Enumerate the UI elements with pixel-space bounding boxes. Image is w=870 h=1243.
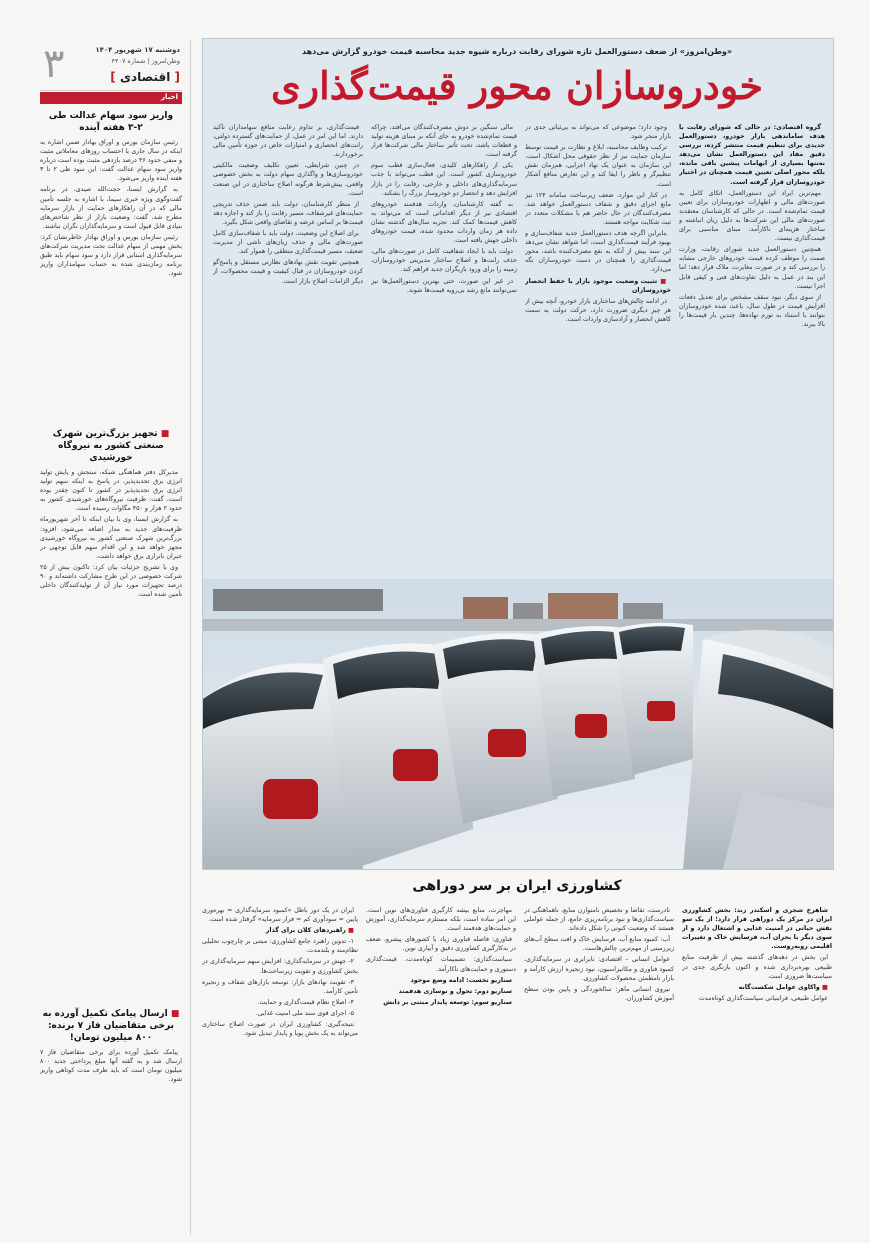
feature-paragraph: به گفته کارشناسان، واردات هدفمند خودروهای اقتصادی نیز از دیگر اقداماتی است که می‌تواند به کاهش قیمت‌ها کمک کند. تجربه سال‌های گذشته نشان داده هر زمان واردات محدود شده، قیمت خودروهای داخلی جهش یافته است. bbox=[371, 200, 517, 245]
sidebar-story-3 bbox=[40, 1008, 182, 1238]
story-2-paragraph: وی با تشریح جزئیات بیان کرد: تاکنون بیش از ۲۵ شرکت خصوصی در این طرح مشارکت داشته‌اند و ۹۰ درصد تجهیزات مورد نیاز آن از تولیدکنندگان داخلی تأمین شده است. bbox=[40, 563, 182, 599]
section-label: اقتصادی bbox=[119, 70, 171, 84]
feature-paragraph: وجود دارد؛ موضوعی که می‌تواند به بی‌ثباتی جدی در بازار منجر شود. bbox=[525, 124, 671, 141]
story-1-paragraph: رئیس سازمان بورس و اوراق بهادار خاطرنشان کرد: بخش مهمی از سهام عدالت تحت مدیریت شرکت‌های سرمایه‌گذاری استانی قرار دارد و سود سهام باید طبق برنامه زمان‌بندی شده به حساب سهامداران واریز شود. bbox=[40, 233, 182, 278]
agriculture-paragraph: آب: کمبود منابع آب، فرسایش خاک و افت سطح آب‌های زیرزمینی از مهم‌ترین چالش‌هاست. bbox=[524, 936, 674, 953]
masthead bbox=[40, 40, 182, 91]
agriculture-paragraph: عوامل طبیعی، فرابنیانی سیاست‌گذاری کوتاه‌مدت bbox=[698, 994, 828, 1002]
agriculture-subheading: سناریو دوم: تحول و نوسازی هدفمند bbox=[398, 987, 512, 995]
feature-paragraph: از سوی دیگر، نبود سقف مشخص برای تعدیل دفعات افزایش قیمت در طول سال، باعث شده خودروسازان بتوانند با استناد به تورم نهاده‌ها، چندین بار قیمت‌ها را بالا ببرند. bbox=[679, 293, 825, 328]
sidebar-story-2 bbox=[40, 428, 182, 988]
agriculture-paragraph: ۵- اجرای قوی سند ملی امنیت غذایی. bbox=[255, 1009, 354, 1017]
feature-paragraph: یکی از راهکارهای کلیدی، فعال‌سازی قطب سوم خودروسازی کشور است. این قطب می‌تواند با جذب سرمایه‌گذاری‌های داخلی و خارجی، رقابت را در بازار افزایش دهد و انحصار دو خودروساز بزرگ را بشکند. bbox=[371, 162, 517, 197]
agriculture-paragraph: نیروی انسانی ماهر: سالخوردگی و پایین بودن سطح آموزش کشاورزان. bbox=[524, 985, 674, 1002]
agriculture-subheading: سناریو سوم: توسعه پایدار مبتنی بر دانش bbox=[383, 998, 512, 1006]
agriculture-column-2 bbox=[524, 906, 674, 1236]
agriculture-column-3 bbox=[366, 906, 516, 1236]
feature-paragraph: در ادامه چالش‌های ساختاری بازار خودرو، آنچه بیش از هر چیز دیگری ضرورت دارد، حرکت دولت به سمت کاهش انحصار و آزادسازی واردات است. bbox=[525, 297, 671, 323]
story-1-body bbox=[40, 138, 182, 438]
agriculture-paragraph: این بخش در دهه‌های گذشته بیش از ظرفیت منابع طبیعی بهره‌برداری شده و اکنون بازنگری جدی در سیاست‌ها ضروری است. bbox=[682, 954, 832, 980]
story-3-title bbox=[40, 1008, 182, 1044]
bullet-icon: ■ bbox=[167, 1009, 180, 1019]
feature-article bbox=[202, 38, 834, 870]
agriculture-paragraph: ۲- جهش در سرمایه‌گذاری: افزایش سهم سرمایه‌گذاری در بخش کشاورزی و تقویت زیرساخت‌ها. bbox=[202, 958, 358, 975]
agriculture-paragraph: ۴- اصلاح نظام قیمت‌گذاری و حمایت. bbox=[257, 998, 354, 1006]
feature-lead: گروه اقتصادی: در حالی که شورای رقابت با هدف ساماندهی بازار خودرو، دستورالعمل جدیدی برای تنظیم قیمت منتشر کرده، بررسی دقیق مفاد این دستورالعمل نشان می‌دهد نه‌تنها بسیاری از ابهامات پیشین باقی مانده، بلکه محور اصلی تعیین قیمت همچنان در اختیار خودروسازان قرار گرفته است. bbox=[679, 124, 825, 186]
story-1-title: واریز سود سهام عدالت طی ۲-۳ هفته آینده bbox=[48, 111, 174, 133]
bullet-icon: ■ bbox=[345, 927, 354, 935]
feature-paragraph: بنابراین اگرچه هدف دستورالعمل جدید شفاف‌سازی و بهبود فرآیند قیمت‌گذاری است، اما شواهد نشان می‌دهد این سند بیش از آنکه به نفع مصرف‌کننده باشد، محور قیمت‌گذاری را همچنان در دست خودروسازان نگه می‌دارد. bbox=[525, 230, 671, 274]
feature-paragraph: قیمت‌گذاری، بر تداوم رعایت منافع سهامداران تأکید دارند. اما این امر در عمل، از حمایت‌های گسترده دولتی، رانت‌های انحصاری و امتیازات خاص در حوزه تأمین مالی برخوردارند. bbox=[213, 124, 363, 159]
section-bracket-right: [ bbox=[174, 70, 180, 84]
feature-paragraph bbox=[679, 123, 825, 187]
agriculture-paragraph: نتیجه‌گیری: کشاورزی ایران در صورت اصلاح ساختاری می‌تواند به یک بخش پویا و پایدار تبدیل شود. bbox=[202, 1021, 358, 1038]
bullet-icon: ■ bbox=[657, 277, 667, 285]
agriculture-lead: شاهرخ شجری و اسکندر زند: بخش کشاورزی ایران در مرکز یک دوراهی قرار دارد؛ از یک سو نقش حیاتی در امنیت غذایی و اشتغال دارد و از سوی دیگر با بحران آب، فرسایش خاک و تغییرات اقلیمی روبه‌روست. bbox=[682, 907, 832, 951]
page-number: ۳ bbox=[43, 41, 65, 87]
agriculture-paragraph: سیاست‌گذاری: تصمیمات کوتاه‌مدت، قیمت‌گذاری دستوری و حمایت‌های ناکارآمد. bbox=[366, 956, 516, 973]
story-1-paragraph: رئیس سازمان بورس و اوراق بهادار ضمن اشاره به اینکه در سال جاری با احتساب روزهای معاملاتی مثبت و منفی حدود ۴۶ درصد بازدهی مثبت بوده است درباره واریز سود سهام عدالت گفت: این سود طی ۲ تا ۳ هفته آینده واریز می‌شود. bbox=[40, 139, 182, 183]
story-3-body bbox=[40, 1048, 182, 1238]
agriculture-headline: کشاورزی ایران بر سر دوراهی bbox=[412, 878, 622, 894]
story-2-paragraph: به گزارش ایسنا، وی با بیان اینکه تا آخر شهریورماه ظرفیت‌های جدید به مدار اضافه می‌شود، افزود: بزرگ‌ترین شهرک صنعتی کشور به نیروگاه خورشیدی مجهز خواهد شد و این اقدام سهم قابل توجهی در جبران ناترازی برق خواهد داشت. bbox=[40, 516, 182, 560]
agriculture-subheading bbox=[682, 983, 832, 992]
news-label: اخبار bbox=[161, 93, 178, 101]
feature-kicker: «وطن‌امروز» از ضعف دستورالعمل تازه شورای رقابت درباره شیوه جدید محاسبه قیمت خودرو گزارش می‌دهد bbox=[301, 47, 733, 56]
parked-cars-photo bbox=[203, 579, 833, 869]
feature-paragraph: برای اصلاح این وضعیت، دولت باید با شفاف‌سازی کامل صورت‌های مالی و حذف زیان‌های ناشی از مدیریت ضعیف، مسیر قیمت‌گذاری منطقی را هموار کند. bbox=[213, 230, 363, 256]
story-2-title-text: تجهیز بزرگ‌ترین شهرک صنعتی کشور به نیروگاه خورشیدی bbox=[52, 429, 164, 463]
agriculture-paragraph: ایران در یک دور باطل «کمبود سرمایه‌گذاری = بهره‌وری پایین = سودآوری کم = فرار سرمایه» گرفتار شده است. bbox=[202, 907, 358, 924]
agriculture-column-1 bbox=[682, 906, 832, 1236]
feature-paragraph: دولت باید با ایجاد شفافیت کامل در صورت‌های مالی، حذف رانت‌ها و اصلاح ساختار مدیریتی خودروسازان، زمینه را برای ورود بازیگران جدید فراهم کند. bbox=[371, 248, 517, 274]
agriculture-paragraph: فناوری: فاصله فناوری زیاد با کشورهای پیشرو، ضعف در به‌کارگیری کشاورزی دقیق و آبیاری نوین. bbox=[366, 936, 516, 953]
feature-column-4 bbox=[213, 123, 363, 573]
agriculture-subheading-text: راهبردهای کلان برای گذار bbox=[265, 927, 346, 935]
story-1-paragraph: به گزارش ایسنا، حجت‌الله صیدی، در برنامه گفت‌وگوی ویژه خبری سیما، با اشاره به جلسه تأمین مالی که در آن راهکارهای حمایت از بازار سرمایه مطرح شد، گفت: وضعیت بازار از نظر شاخص‌های بنیادی قابل قبول است و سرمایه‌گذاران نگران نباشند. bbox=[40, 186, 182, 230]
feature-paragraph: همچنین دستورالعمل جدید شورای رقابت، وزارت صمت را موظف کرده قیمت خودروهای خارجی مشابه را بررسی کند و در صورت مغایرت، ملاک قرار دهد؛ اما این بند در عمل به دلیل تفاوت‌های فنی و کیفی قابل اجرا نیست. bbox=[679, 246, 825, 290]
agriculture-article bbox=[202, 906, 832, 1236]
story-2-title bbox=[40, 428, 182, 464]
agriculture-paragraph: مهاجرت، منابع بیشه کارگیری فناوری‌های نوین است. این امر ساده است، بلکه مستلزم سرمایه‌گذاری، آموزش و حمایت‌های هدفمند است. bbox=[366, 907, 516, 933]
column-divider bbox=[190, 40, 191, 1235]
feature-subheading-text: تثبیت وضعیت موجود بازار با حفظ انحصار خودروسازان bbox=[525, 277, 671, 294]
feature-subheading bbox=[525, 277, 671, 295]
feature-column-3 bbox=[371, 123, 517, 573]
feature-paragraph: در غیر این صورت، حتی بهترین دستورالعمل‌ها نیز نمی‌توانند مانع رشد بی‌رویه قیمت‌ها شوند. bbox=[371, 277, 517, 294]
feature-paragraph: مالی سنگین بر دوش مصرف‌کنندگان می‌افتد، چراکه قیمت تمام‌شده خودرو به جای آنکه بر مبنای هزینه تولید و قطعات باشد، تحت تأثیر ساختار مالی شرکت‌ها قرار گرفته است. bbox=[371, 124, 517, 159]
feature-paragraph: ترکیب وظایف محاسبه، ابلاغ و نظارت بر قیمت توسط سازمان حمایت نیز از نظر حقوقی محل اشکال است. این سازمان به عنوان یک نهاد اجرایی، هم‌زمان نقش تنظیم‌گر و ناظر را ایفا کند و این تعارض منافع آشکار است. bbox=[525, 144, 671, 188]
story-3-title-text: ارسال پیامک تکمیل آورده به برخی متقاضیان فاز ۷ برنده: ۸۰۰ میلیون تومان! bbox=[42, 1009, 175, 1043]
feature-paragraph: در چنین شرایطی، تعیین تکلیف وضعیت مالکیتی خودروسازی‌ها و واگذاری سهام دولت به بخش خصوصی واقعی، پیش‌شرط هرگونه اصلاح ساختاری در این صنعت است. bbox=[213, 162, 363, 197]
feature-paragraph: همچنین تقویت نقش نهادهای نظارتی مستقل و پاسخ‌گو کردن خودروسازان در قبال کیفیت و قیمت محصولات، از دیگر الزامات اصلاح بازار است. bbox=[213, 259, 363, 285]
issue-number: وطن‌امروز | شماره ۴۴۰۷ bbox=[111, 57, 180, 65]
feature-headline: خودروسازان محور قیمت‌گذاری bbox=[271, 63, 763, 108]
agriculture-subheading-text: واکاوی عوامل شکست‌گانه bbox=[738, 983, 820, 991]
agriculture-subheading: سناریو نخست: ادامه وضع موجود bbox=[410, 976, 512, 984]
section-title bbox=[110, 70, 180, 84]
agriculture-paragraph: ۱- تدوین راهبرد جامع کشاورزی: مبتنی بر چارچوب تحلیلی نظام‌مند و بلندمدت. bbox=[202, 938, 358, 955]
news-label-bar bbox=[40, 92, 182, 104]
agriculture-subheading bbox=[202, 926, 358, 935]
agriculture-column-4 bbox=[202, 906, 358, 1236]
feature-column-2 bbox=[525, 123, 671, 573]
agriculture-paragraph bbox=[682, 906, 832, 951]
agriculture-paragraph: ۳- تقویت نهادهای بازار: توسعه بازارهای شفاف و زنجیره تأمین کارآمد. bbox=[202, 978, 358, 995]
feature-paragraph: از منظر کارشناسان، دولت باید ضمن حذف تدریجی حمایت‌های غیرشفاف، مسیر رقابت را باز کند و اجازه دهد قیمت‌ها بر اساس عرضه و تقاضای واقعی شکل بگیرد. bbox=[213, 200, 363, 226]
issue-date: دوشنبه ۱۷ شهریور ۱۴۰۴ bbox=[95, 46, 180, 54]
story-3-paragraph: پیامک تکمیل آورده برای برخی متقاضیان فاز ۷ ارسال شد و به گفته آنها مبلغ پرداختی جدید ۸۰۰ میلیون تومان است که باید ظرف مدت کوتاهی واریز شود. bbox=[40, 1049, 182, 1084]
bullet-icon: ■ bbox=[819, 983, 828, 991]
feature-paragraph: در کنار این موارد، ضعف زیرساخت سامانه ۱۲۴ نیز مانع اجرای دقیق و شفاف دستورالعمل خواهد شد. مصرف‌کنندگان در حال حاضر هم با مشکلات متعدد در ثبت شکایت مواجه هستند. bbox=[525, 191, 671, 226]
section-bracket-left: ] bbox=[110, 70, 116, 84]
story-2-body bbox=[40, 468, 182, 988]
feature-column-1 bbox=[679, 123, 825, 573]
story-2-paragraph: مدیرکل دفتر هماهنگی شبکه، سنجش و پایش تولید انرژی برق تجدیدپذیر، در پاسخ به اینکه سهم تولید انرژی برق تجدیدپذیر در کشور تا کنون چقدر بوده است، گفت: ظرفیت نیروگاه‌های خورشیدی کشور به حدود ۲ هزار و ۴۵۰ مگاوات رسیده است. bbox=[40, 469, 182, 513]
feature-paragraph: مهم‌ترین ایراد این دستورالعمل، اتکای کامل به صورت‌های مالی و اظهارات خودروسازان برای تعیین قیمت تمام‌شده است. در حالی که کارشناسان معتقدند صورت‌های مالی این شرکت‌ها به دلیل زیان انباشته و ساختار هزینه‌ای ناکارآمد، مبنای مناسبی برای قیمت‌گذاری نیست. bbox=[679, 189, 825, 243]
bullet-icon: ■ bbox=[157, 429, 170, 439]
agriculture-paragraph: عوامل انسانی – اقتصادی: نابرابری در سرمایه‌گذاری، کمبود فناوری و مکانیزاسیون، نبود زنجیره ارزش کارآمد و بازار نامطمئن محصولات کشاورزی. bbox=[524, 956, 674, 982]
agriculture-paragraph: نادرست، تقاضا و تخصیص نامتوازن منابع، ناهماهنگی در سیاست‌گذاری‌ها و نبود برنامه‌ریزی جامع، از جمله عواملی هستند که وضعیت کنونی را شکل داده‌اند. bbox=[524, 907, 674, 933]
sidebar-story-1 bbox=[40, 110, 182, 438]
